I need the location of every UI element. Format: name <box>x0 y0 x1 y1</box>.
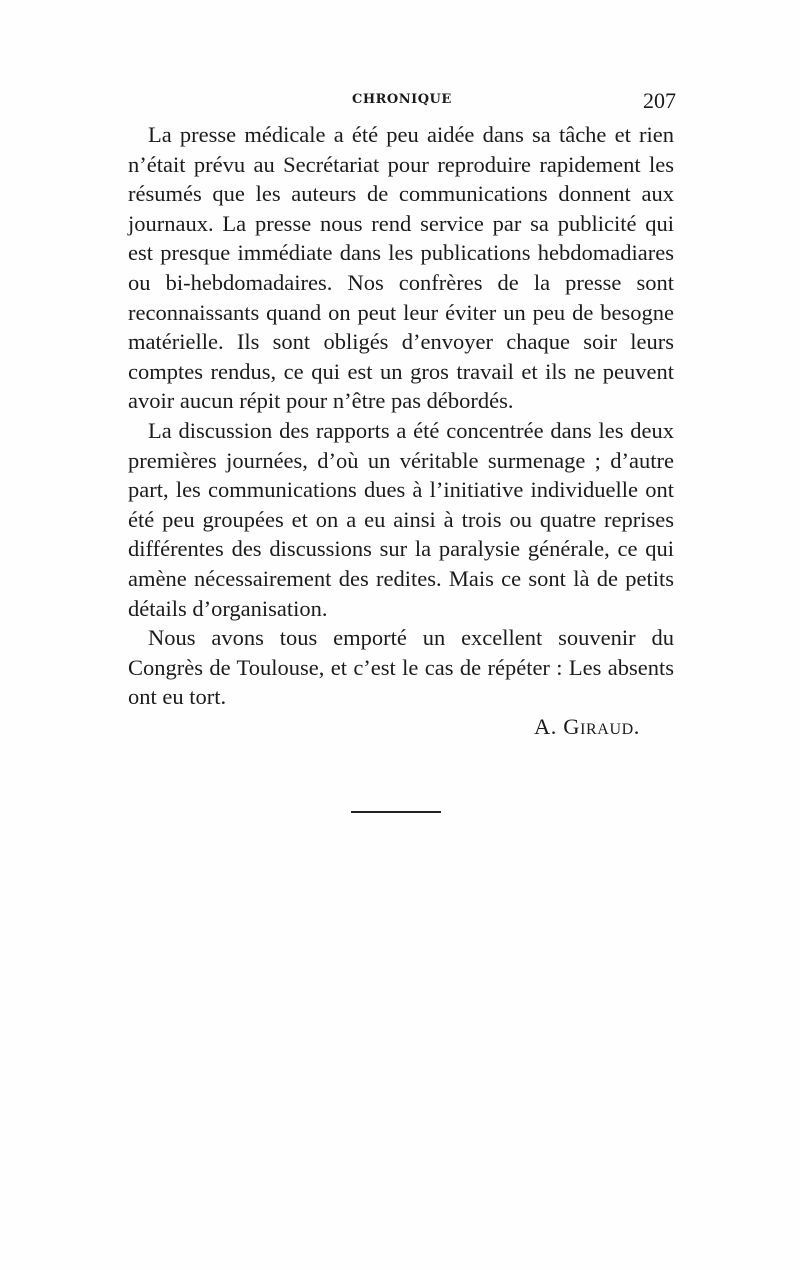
page-number: 207 <box>643 88 676 113</box>
section-end-rule <box>351 811 441 813</box>
running-title: CHRONIQUE <box>352 92 452 107</box>
paragraph-2: La discussion des rapports a été concentrée dans les deux premières journées, d’où un véritable surmenage ; d’autre part, les communications dues à l’initiative individuelle ont été peu groupées et on a eu ainsi à trois ou quatre reprises différentes des discussions sur la paralysie générale, ce qui amène nécessairement des redites. Mais ce sont là de petits détails d’organisation. <box>128 417 674 621</box>
paragraph-3: Nous avons tous emporté un excellent souvenir du Congrès de Toulouse, et c’est le cas de répéter : Les absents ont eu tort. <box>128 625 674 710</box>
paragraph-1: La presse médicale a été peu aidée dans sa tâche et rien n’était prévu au Secrétariat pour reproduire rapidement les résumés que les auteurs de communications donnent aux journaux. La presse nous rend service par sa publicité qui est presque immédiate dans les publications hebdomadiares ou bi-hebdomadaires. Nos confrères de la presse sont reconnaissants quand on peut leur éviter un peu de besogne matérielle. Ils sont obligés d’envoyer chaque soir leurs comptes rendus, ce qui est un gros travail et ils ne peuvent avoir aucun répit pour n’être pas débordés. <box>128 122 674 414</box>
running-head <box>0 88 800 118</box>
text-block <box>128 120 674 741</box>
author-signature: A. Giraud. <box>533 713 640 739</box>
